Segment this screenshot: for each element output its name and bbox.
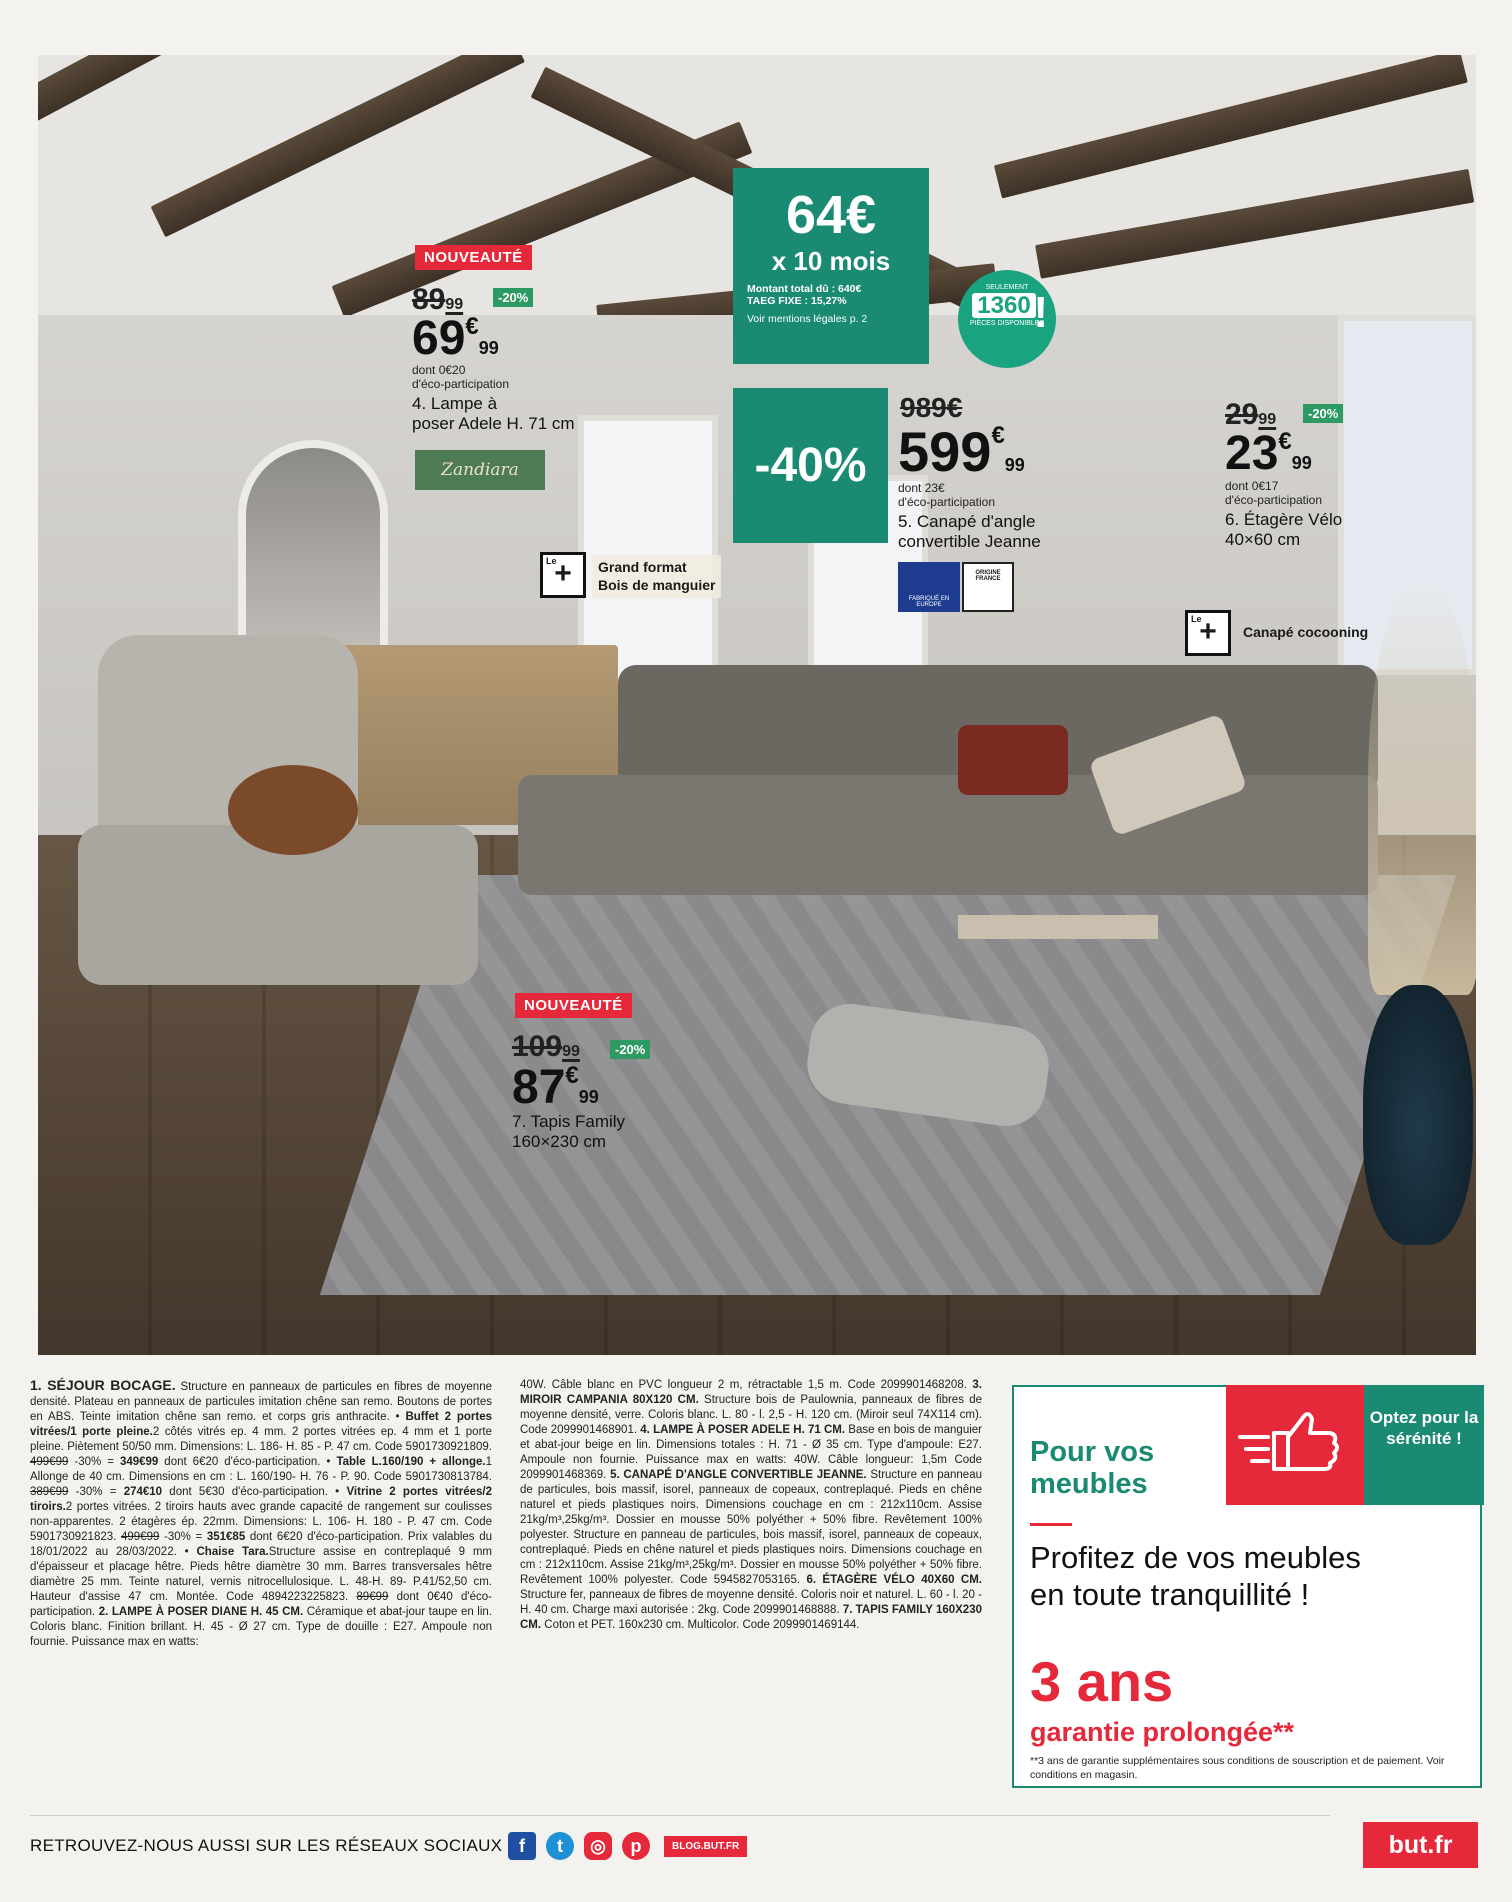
lamp-old-price: 8999 xyxy=(412,283,464,316)
pinterest-icon[interactable]: p xyxy=(622,1832,650,1860)
divider xyxy=(1030,1523,1072,1526)
text-column-1: 1. SÉJOUR BOCAGE. Structure en panneaux de particules en fibres de moyenne densité. Plateau en panneaux de particules imitation chêne san remo. Boutons de portes en ABS. Teinte imitation chêne san remo. et corps gris anthracite. • Buffet 2 portes vitrées/1 porte pleine.2 côtés vitrés ep. 4 mm. 2 portes vitrées ep. 4 mm et 1 porte pleine. Piètement 50/50 mm. Dimensions: L. 186- H. 85 - P. 47 cm. Code 5901730921809. 499€99 -30% = 349€99 dont 6€20 d'éco-participation. • Table L.160/190 + allonge.1 Allonge de 40 cm. Dimensions en cm : L. 160/190- H. 76 - P. 90. Code 5901730813784. 389€99 -30% = 274€10 dont 5€30 d'éco-participation. • Vitrine 2 portes vitrées/2 tiroirs.2 portes vitrées. 2 tiroirs hauts avec grande capacité de rangement sur coulisses non-apparentes. 2 étagères ép. 22mm. Dimensions: L. 106- H. 180 - P. 47 cm. Code 5901730921823. 499€99 -30% = 351€85 dont 6€20 d'éco-participation. Prix valables du 18/01/2022 au 28/03/2022. • Chaise Tara.Structure assise en contreplaqué 9 mm d'épaisseur et placage hêtre. Pieds hêtre diamètre 30 mm. Barres transversales hêtre diamètre 25 mm. Teinte naturel, vernis nitrocellulosique. L. 48-H. 89- P.41/52,50 cm. Hauteur d'assise 47 cm. Montée. Code 4894223225823. 89€99 dont 0€40 d'éco-participation. 2. LAMPE À POSER DIANE H. 45 CM. Céramique et abat-jour taupe en lin. Coloris blanc. Finition brillant. H. 45 - Ø 27 cm. Type de douille : E27. Ampoule non fournie. Puissance max en watts: xyxy=(30,1377,493,1648)
footer-divider xyxy=(30,1815,1330,1816)
shelf-name: 6. Étagère Vélo 40×60 cm xyxy=(1225,510,1343,549)
warranty-title: Pour vos meubles xyxy=(1030,1436,1155,1500)
pampas-grass xyxy=(1368,575,1476,995)
blog-link[interactable]: BLOG.BUT.FR xyxy=(664,1836,747,1857)
zandiara-logo: Zandiara xyxy=(415,450,545,490)
text-column-2: 40W. Câble blanc en PVC longueur 2 m, rétractable 1,5 m. Code 2099901468208. 3. MIROIR CAMPANIA 80X120 CM. Structure bois de Paulownia, panneaux de fibres de moyenne densité, verre. Coloris blanc. L. 80 - l. 2,5 - H. 120 cm. (Miroir seul 74X114 cm). Code 2099901468901. 4. LAMPE À POSER ADELE H. 71 CM. Base en bois de manguier et abat-jour beige en lin. Dimensions totales : H. 71 - Ø 35 cm. Type d'ampoule: E27. Ampoule non fournie. Puissance max en watts: 40W. Câble longueur: 1,5m Code 2099901468369. 5. CANAPÉ D'ANGLE CONVERTIBLE JEANNE. Structure en panneau de particules, bois massif, isorel, panneaux de copeaux, contreplaqué. Pieds en chêne naturel et pieds plastiques noirs. Dimensions couchage en cm : 212x110cm. Assise 21kg/m³,25kg/m³. Dossier en mousse 50% polyéther + 50% fibre. Revêtement 100% polyester. Structure en panneau de particules, bois massif, isorel, panneaux de copeaux, contreplaqué. Pieds en chêne naturel et pieds plastiques noirs. Dimensions couchage en cm : 212x110cm. Assise 21kg/m³,25kg/m³. Dossier en mousse 50% polyéther + 50% fibre. Revêtement 100% polyester. Code 5945827053165. 6. ÉTAGÈRE VÉLO 40X60 CM. Structure fer, panneaux de fibres de moyenne densité. Coloris noir et naturel. L. 60 - l. 20 - H. 40 cm. Charge maxi autorisée : 2kg. Code 2099901468888. 7. TAPIS FAMILY 160X230 CM. Coton et PET. 160x230 cm. Multicolor. Code 2099901469144. xyxy=(520,1379,983,1631)
rug-old-price: 10999 xyxy=(512,1030,580,1063)
shelf-old-price: 2999 xyxy=(1225,398,1277,431)
lamp-price: 69€99 xyxy=(412,312,499,365)
instagram-icon[interactable]: ◎ xyxy=(584,1832,612,1860)
new-badge: NOUVEAUTÉ xyxy=(515,993,632,1018)
sofa-eco: dont 23€ d'éco-participation xyxy=(898,481,996,509)
thumbs-up-icon xyxy=(1226,1385,1364,1505)
credit-offer: 64€ x 10 mois Montant total dû : 640€ TAEG FIXE : 15,27% Voir mentions légales p. 2 xyxy=(733,168,929,364)
plus-badge-icon: Le + xyxy=(540,552,586,598)
warranty-note: **3 ans de garantie supplémentaires sous conditions de souscription et de paiement. Voir conditions en magasin. xyxy=(1030,1755,1445,1781)
twitter-icon[interactable]: t xyxy=(546,1832,574,1860)
sofa-price: 599€99 xyxy=(898,420,1025,483)
sofa-name: 5. Canapé d'angle convertible Jeanne xyxy=(898,512,1041,551)
origin-label: ORIGINE FRANCE xyxy=(962,562,1014,612)
rug-discount: -20% xyxy=(610,1040,650,1059)
rug-price: 87€99 xyxy=(512,1061,599,1114)
warranty-years: 3 ans xyxy=(1030,1650,1174,1713)
new-badge: NOUVEAUTÉ xyxy=(415,245,532,270)
sofa-discount: -40% xyxy=(733,388,888,543)
rug-name: 7. Tapis Family 160×230 cm xyxy=(512,1112,626,1151)
lamp-name: 4. Lampe à poser Adele H. 71 cm xyxy=(412,394,575,433)
plus-badge-icon: Le + xyxy=(1185,610,1231,656)
social-text: RETROUVEZ-NOUS AUSSI SUR LES RÉSEAUX SOCIAUX xyxy=(30,1836,503,1855)
corner-sofa xyxy=(518,665,1378,925)
facebook-icon[interactable]: f xyxy=(508,1832,536,1860)
stock-badge: SEULEMENT 1360 PIÈCES DISPONIBLES ! xyxy=(958,270,1056,368)
warranty-box xyxy=(1012,1385,1482,1788)
warranty-headline: Profitez de vos meubles en toute tranquillité ! xyxy=(1030,1540,1361,1613)
shelf-discount: -20% xyxy=(1303,404,1343,423)
lamp-discount: -20% xyxy=(493,288,533,307)
side-table xyxy=(958,915,1158,939)
but-fr-link[interactable]: but.fr xyxy=(1363,1822,1478,1868)
armchair xyxy=(58,635,478,1065)
warranty-side-label: Optez pour la sérénité ! xyxy=(1364,1385,1484,1505)
warranty-extended: garantie prolongée** xyxy=(1030,1717,1295,1747)
shelf-price: 23€99 xyxy=(1225,427,1312,480)
shelf-eco: dont 0€17 d'éco-participation xyxy=(1225,479,1323,507)
tip-grand-format: Grand format Bois de manguier xyxy=(592,555,721,598)
lamp-eco: dont 0€20 d'éco-participation xyxy=(412,363,510,391)
tip-canape-cocooning: Canapé cocooning xyxy=(1243,624,1369,640)
sofa-old-price: 989€ xyxy=(900,392,963,423)
vase xyxy=(1363,985,1473,1245)
eu-label: FABRIQUÉ EN EUROPE xyxy=(898,562,960,612)
